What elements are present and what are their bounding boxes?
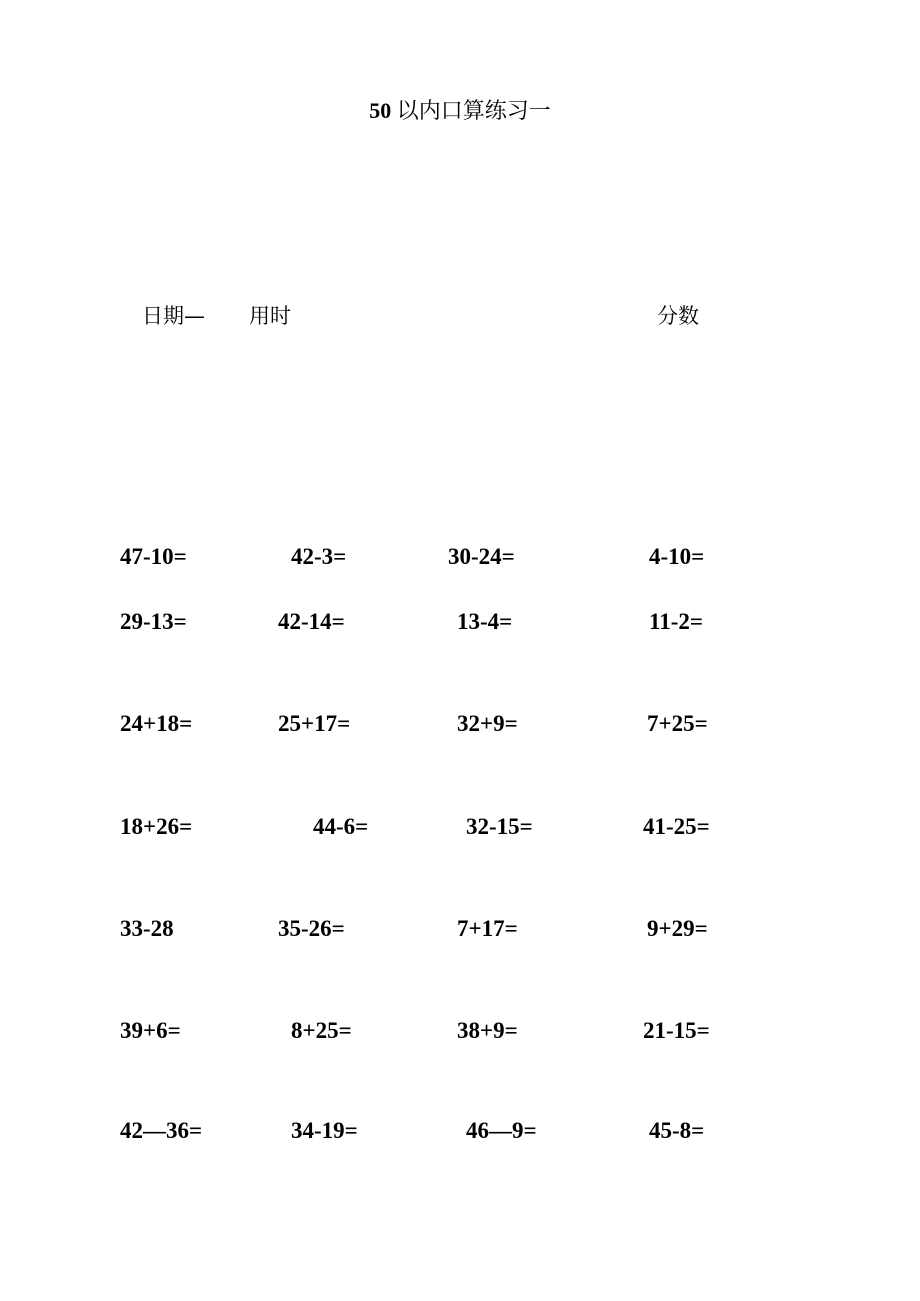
problem-r1-c1: 47-10=	[120, 544, 187, 569]
problem-r1-c2: 42-3=	[291, 544, 347, 569]
problem-r3-c3: 32+9=	[457, 711, 518, 736]
problem-r2-c1: 29-13=	[120, 609, 187, 634]
problem-r1-c3: 30-24=	[448, 544, 515, 569]
problem-r4-c4: 41-25=	[643, 814, 710, 839]
problem-r7-c4: 45-8=	[649, 1118, 705, 1143]
problem-r3-c4: 7+25=	[647, 711, 708, 736]
problem-r5-c4: 9+29=	[647, 916, 708, 941]
title-number: 50	[369, 98, 392, 123]
problem-r4-c2: 44-6=	[313, 814, 369, 839]
time-label: 用时	[249, 304, 291, 328]
problem-r5-c1: 33-28	[120, 916, 174, 941]
date-label: 日期—	[142, 304, 205, 328]
problem-r1-c4: 4-10=	[649, 544, 705, 569]
score-label: 分数	[657, 304, 699, 328]
problem-r6-c1: 39+6=	[120, 1018, 181, 1043]
problem-r7-c1: 42—36=	[120, 1118, 203, 1143]
problem-r3-c1: 24+18=	[120, 711, 193, 736]
problem-r5-c3: 7+17=	[457, 916, 518, 941]
problem-r2-c2: 42-14=	[278, 609, 345, 634]
title-text: 以内口算练习一	[396, 98, 551, 123]
problem-r6-c3: 38+9=	[457, 1018, 518, 1043]
problem-r2-c3: 13-4=	[457, 609, 513, 634]
problem-r6-c2: 8+25=	[291, 1018, 352, 1043]
problem-r4-c1: 18+26=	[120, 814, 193, 839]
problem-r4-c3: 32-15=	[466, 814, 533, 839]
problem-r5-c2: 35-26=	[278, 916, 345, 941]
problem-r7-c2: 34-19=	[291, 1118, 358, 1143]
page-title	[0, 96, 920, 126]
problem-r6-c4: 21-15=	[643, 1018, 710, 1043]
problem-r7-c3: 46—9=	[466, 1118, 537, 1143]
problem-r2-c4: 11-2=	[649, 609, 703, 634]
problem-r3-c2: 25+17=	[278, 711, 351, 736]
